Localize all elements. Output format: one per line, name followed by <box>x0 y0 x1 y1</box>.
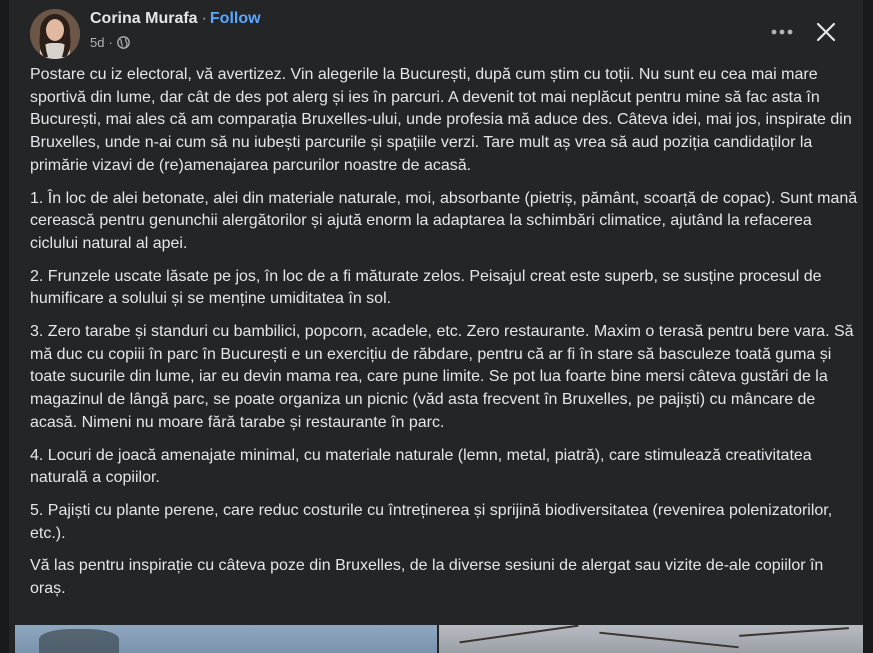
photo-tree-shape <box>39 629 119 653</box>
post-paragraph: 4. Locuri de joacă amenajate minimal, cu materiale naturale (lemn, metal, piatră), care stimulează creativitatea naturală a copiilor. <box>30 446 812 487</box>
author-avatar[interactable] <box>30 9 80 59</box>
post-photo-1[interactable] <box>15 625 437 653</box>
post-photo-2[interactable] <box>439 625 863 653</box>
post-paragraph: 5. Pajiști cu plante perene, care reduc costurile cu întreținerea și sprijină biodiversitatea (revenirea polenizatorilor, etc.). <box>30 501 833 542</box>
author-name[interactable]: Corina Murafa <box>90 10 198 27</box>
more-options-button[interactable] <box>767 18 797 46</box>
photo-branch <box>739 627 849 637</box>
close-button[interactable] <box>811 17 841 47</box>
meta-separator: · <box>108 35 113 50</box>
globe-icon[interactable] <box>117 36 130 49</box>
post-body <box>30 64 858 611</box>
post-paragraph: Vă las pentru inspirație cu câteva poze din Bruxelles, de la diverse sesiuni de alergat sau vizite de-ale copiilor în oraș. <box>30 557 824 598</box>
photo-grid <box>15 625 863 653</box>
close-icon <box>816 22 836 42</box>
photo-branch <box>599 632 738 649</box>
more-horizontal-icon <box>771 29 793 35</box>
post-paragraph: Postare cu iz electoral, vă avertizez. Vin alegerile la București, după cum știm cu toții. Nu sunt eu cea mai mare sportivă din lume, dar cât de des pot alerg și ies în parcuri. A devenit tot mai neplăcut pentru mine să fac asta în București, mai ales că am comparația Bruxelles-ului, unde profesia mă aduce des. Câteva idei, mai jos, inspirate din Bruxelles, unde n-ai cum să nu iubești parcurile și spațiile verzi. Tare mult aș vrea să aud poziția candidaților la primărie vizavi de (re)amenajarea parcurilor noastre de acasă. <box>30 66 852 174</box>
post-paragraph: 2. Frunzele uscate lăsate pe jos, în loc de a fi măturate zelos. Peisajul creat este superb, se susține procesul de humificare a solului și se menține umiditatea în sol. <box>30 267 822 308</box>
post-paragraph: 3. Zero tarabe și standuri cu bambilici, popcorn, acadele, etc. Zero restaurante. Maxim o terasă pentru bere vara. Să mă duc cu copiii în parc în București e un exercițiu de răbdare, pentru că ar fi în stare să basculeze toată guma și toate sucurile din lume, iar eu devin mama rea, care pune limite. Se pot lua foarte bine mersi câteva gustări de la magazinul de lângă parc, se poate organiza un picnic (văd asta frecvent în Bruxelles, pe pajiști) cu mâncare de acasă. Nimeni nu moare fără tarabe și restaurante în parc. <box>30 323 854 431</box>
name-separator: · <box>201 10 207 27</box>
follow-button[interactable]: Follow <box>209 10 261 27</box>
post-meta <box>90 35 130 50</box>
author-line <box>90 10 261 28</box>
post-paragraph: 1. În loc de alei betonate, alei din materiale naturale, moi, absorbante (pietriș, pământ, scoarță de copac). Sunt mană cerească pentru genunchii alergătorilor și ajută enorm la adaptarea la schimbări climatice, ajutând la refacerea ciclului natural al apei. <box>30 189 858 252</box>
avatar-image <box>30 9 80 59</box>
post-header <box>9 0 863 62</box>
post-card <box>9 0 863 653</box>
photo-branch <box>459 625 578 643</box>
post-timestamp[interactable]: 5d <box>90 35 105 50</box>
